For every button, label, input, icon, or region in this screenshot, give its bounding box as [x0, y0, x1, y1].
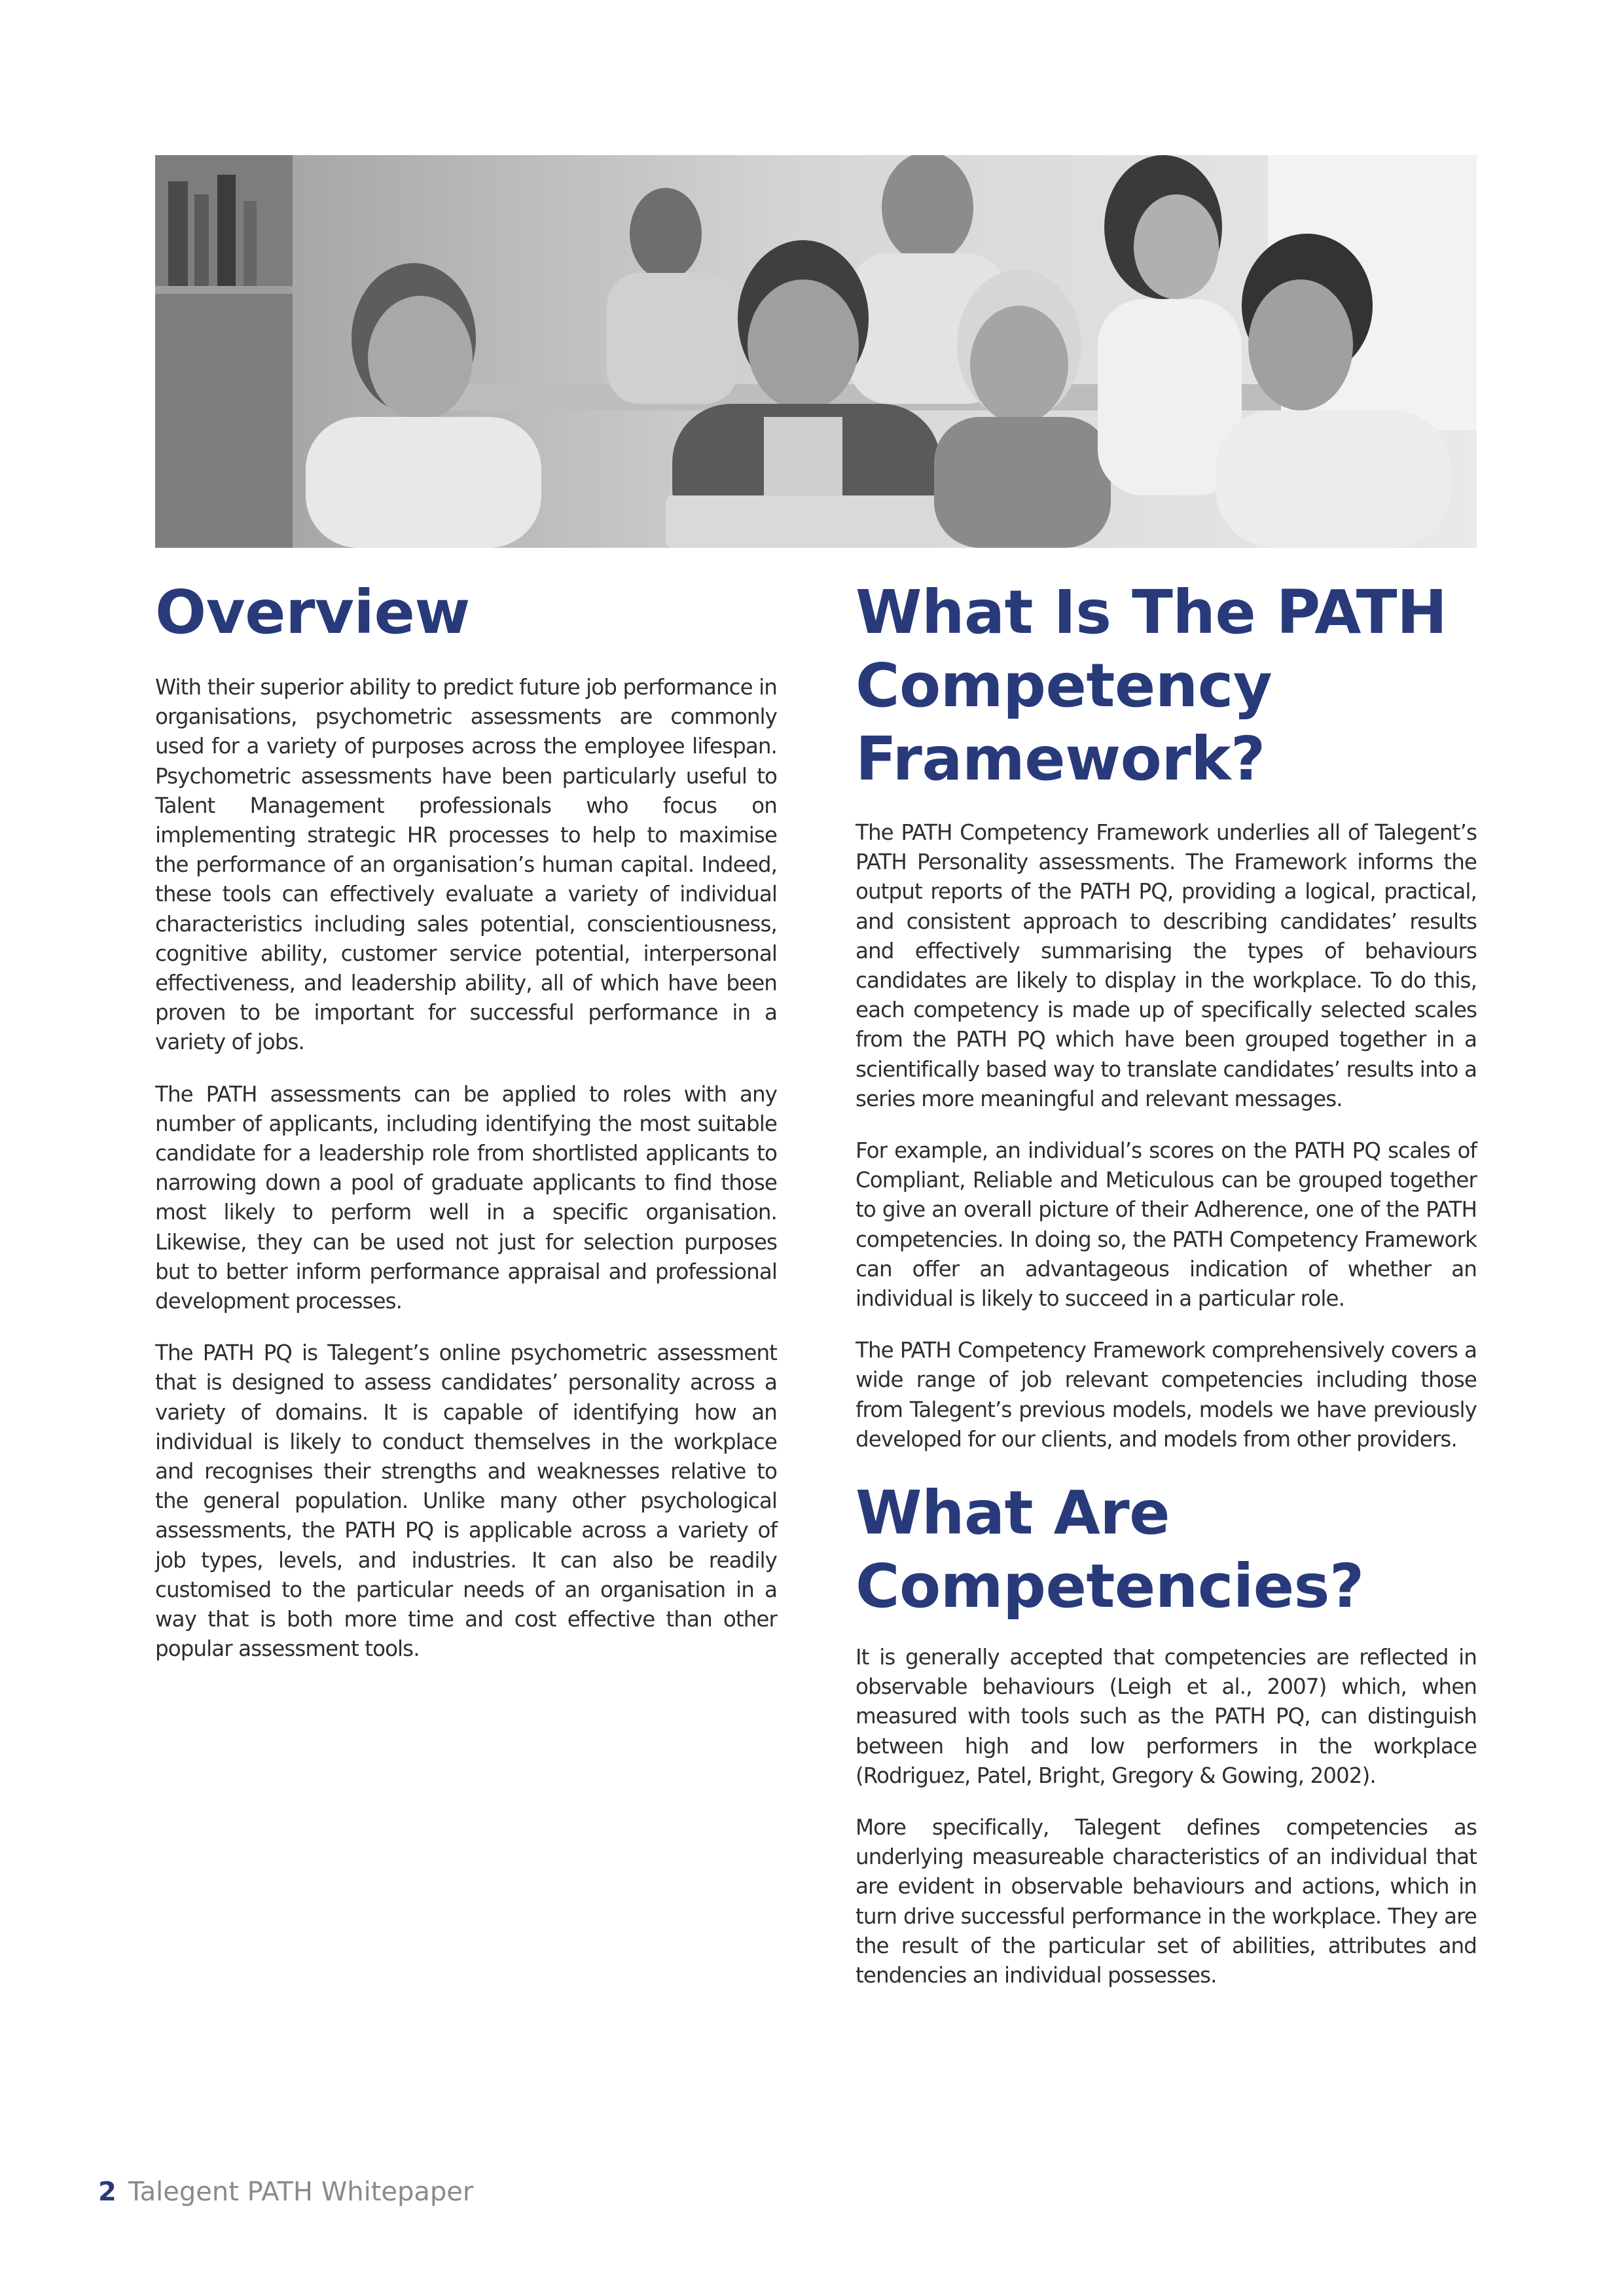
competencies-paragraph-2: More specifically, Talegent defines competencies as underlying measureable characteristics of an individual that are evident in observable behaviours and actions, which in turn drive successful performance in the workplace. They are the result of the particular set of abilities, attributes and tendencies an individual possesses. [856, 1815, 1477, 1988]
framework-paragraph-1: The PATH Competency Framework underlies all of Talegent’s PATH Personality assessments. The Framework informs the output reports of the PATH PQ, providing a logical, practical, and consistent approach to describing candidates’ results and effectively summarising the types of behaviours candidates are likely to display in the workplace. To do this, each competency is made up of specifically selected scales from the PATH PQ which have been grouped together in a scientifically based way to translate candidates’ results into a series more meaningful and relevant messages. [856, 820, 1477, 1111]
competencies-paragraph-1: It is generally accepted that competencies are reflected in observable behaviours (Leigh et al., 2007) which, when measured with tools such as the PATH PQ, can distinguish between high and low performers in the workplace (Rodriguez, Patel, Bright, Gregory & Gowing, 2002). [856, 1645, 1477, 1788]
page-number: 2 [98, 2177, 117, 2207]
framework-paragraph-3: The PATH Competency Framework comprehensively covers a wide range of job relevant competencies including those from Talegent’s previous models, models we have previously developed for our clients, and models from other providers. [856, 1338, 1477, 1452]
overview-heading: Overview [155, 577, 470, 647]
page-footer [98, 2177, 473, 2207]
framework-paragraph-2: For example, an individual’s scores on the PATH PQ scales of Compliant, Reliable and Meticulous can be grouped together to give an overall picture of their Adherence, one of the PATH competencies. In doing so, the PATH Competency Framework can offer an advantageous indication of whether an individual is likely to succeed in a particular role. [856, 1138, 1477, 1312]
overview-paragraph-2: The PATH assessments can be applied to roles with any number of applicants, including identifying the most suitable candidate for a leadership role from shortlisted applicants to narrowing down a pool of graduate applicants to find those most likely to perform well in a specific organisation. Likewise, they can be used not just for selection purposes but to better inform performance appraisal and professional development processes. [155, 1081, 777, 1314]
team-meeting-illustration [155, 155, 1477, 548]
overview-paragraph-3: The PATH PQ is Talegent’s online psychometric assessment that is designed to assess candidates’ personality across a variety of domains. It is capable of identifying how an individual is likely to conduct themselves in the workplace and recognises their strengths and weaknesses relative to the general population. Unlike many other psychological assessments, the PATH PQ is applicable across a variety of job types, levels, and industries. It can also be readily customised to the particular needs of an organisation in a way that is both more time and cost effective than other popular assessment tools. [155, 1340, 777, 1662]
footer-title: Talegent PATH Whitepaper [128, 2177, 474, 2207]
right-column [856, 576, 1477, 1990]
header-photo-team-meeting [155, 155, 1477, 548]
framework-heading: What Is The PATH Competency Framework? [856, 577, 1447, 794]
left-column [155, 576, 777, 1664]
competencies-heading: What Are Competencies? [856, 1478, 1364, 1622]
overview-paragraph-1: With their superior ability to predict future job performance in organisations, psychometric assessments are commonly used for a variety of purposes across the employee lifespan. Psychometric assessments have been particularly useful to Talent Management professionals who focus on implementing strategic HR processes to help to maximise the performance of an organisation’s human capital. Indeed, these tools can effectively evaluate a variety of individual characteristics including sales potential, conscientiousness, cognitive ability, customer service potential, interpersonal effectiveness, and leadership ability, all of which have been proven to be important for successful performance in a variety of jobs. [155, 675, 777, 1055]
